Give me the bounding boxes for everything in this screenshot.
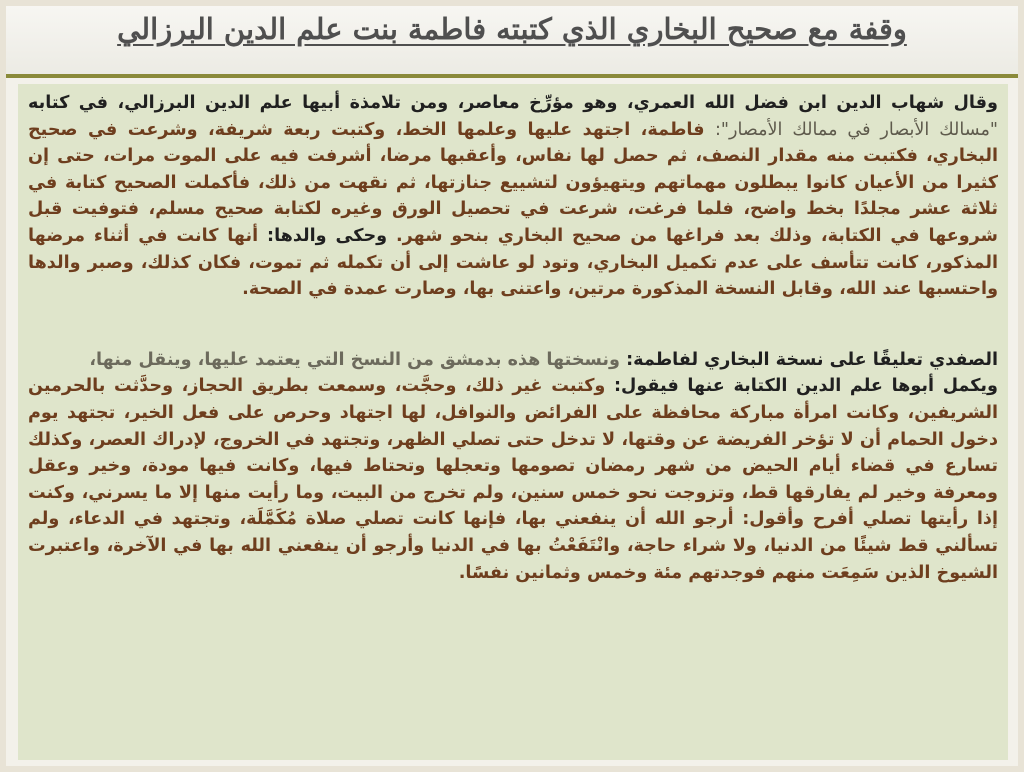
- safadi-quote: ونسختها هذه بدمشق من النسخ التي يعتمد عليها، وينقل منها،: [89, 349, 620, 370]
- father-narration-text: أنها كانت في أثناء مرضها المذكور، كانت تتأسف على عدم تكميل البخاري، وتود لو عاشت إلى أن تكمله ثم تموت، فكان كذلك، وصبر والدها واحتسبها عند الله، وقابل النسخة المذكورة مرتين، واعتنى بها، وصارت عمدة في الصحة.: [28, 225, 998, 300]
- paragraph-gap: [28, 303, 998, 347]
- book-title: "مسالك الأبصار في ممالك الأمصار":: [714, 119, 998, 140]
- paragraph-safadi: [28, 347, 998, 374]
- paragraph-umari: [28, 90, 998, 303]
- page-frame: [6, 6, 1018, 766]
- umari-intro: وقال شهاب الدين ابن فضل الله العمري، وهو مؤرِّخ معاصر، ومن تلامذة أبيها علم الدين البرزالي، في كتابه: [28, 93, 998, 113]
- paragraph-father: [28, 373, 998, 586]
- father-quote: وكتبت غير ذلك، وحجَّت، وسمعت بطريق الحجاز، وحدَّثت بالحرمين الشريفين، وكانت امرأة مباركة محافظة على الفرائض والنوافل، لها اجتهاد وحرص على فعل الخير، تجتهد يوم دخول الحمام أن لا تؤخر الفريضة عن وقتها، لا تدخل حتى تصلي الظهر، وتجتهد في الخروج، لإدراك العصر، وكذلك تسارع في قضاء أيام الحيض من شهر رمضان تصومها وتعجلها وتحتاط فيها، وكانت فيها مودة، وخير وعقل ومعرفة وخير لم يفارقها قط، وتزوجت نحو خمس سنين، ولم تخرج من البيت، وما رأيت منها إلا ما يسرني، وكنت إذا رأيتها تصلي أفرح وأقول: أرجو الله أن ينفعني بها، فإنها كانت تصلي صلاة مُكَمَّلَة، وتجتهد في الدعاء، ولم تسألني قط شيئًا من الدنيا، ولا شراء حاجة، وانْتَفَعْتُ بها في الدنيا وأرجو أن ينفعني الله بها في الآخرة، واعتبرت الشيوخ الذين سَمِعَت منهم فوجدتهم مئة وخمس وثمانين نفسًا.: [28, 376, 998, 583]
- umari-quote: فاطمة، اجتهد عليها وعلمها الخط، وكتبت ربعة شريفة، وشرعت في صحيح البخاري، فكتبت منه مقدار النصف، ثم حصل لها نفاس، وأعقبها مرضا، أشرفت فيه على الموت مرات، حتى إن كثيرا من الأعيان كانوا يبطلون مهماتهم ويتهيؤون لتشييع جنازتها، ثم نقهت من ذلك، فأكملت الصحيح كتابة في ثلاثة عشر مجلدًا بخط واضح، فلما فرغت، شرعت في تحصيل الورق وغيره لكتابة صحيح مسلم، فتوفيت قبل شروعها في الكتابة، وذلك بعد فراغها من صحيح البخاري بنحو شهر.: [28, 119, 998, 246]
- article-body: [18, 84, 1008, 760]
- page-title: وقفة مع صحيح البخاري الذي كتبته فاطمة بنت علم الدين البرزالي: [117, 12, 907, 46]
- father-narration-label: وحكى والدها:: [267, 225, 388, 246]
- safadi-intro: الصفدي تعليقًا على نسخة البخاري لفاطمة:: [626, 349, 998, 370]
- father-intro: ويكمل أبوها علم الدين الكتابة عنها فيقول:: [614, 376, 998, 397]
- title-bar: [6, 6, 1018, 78]
